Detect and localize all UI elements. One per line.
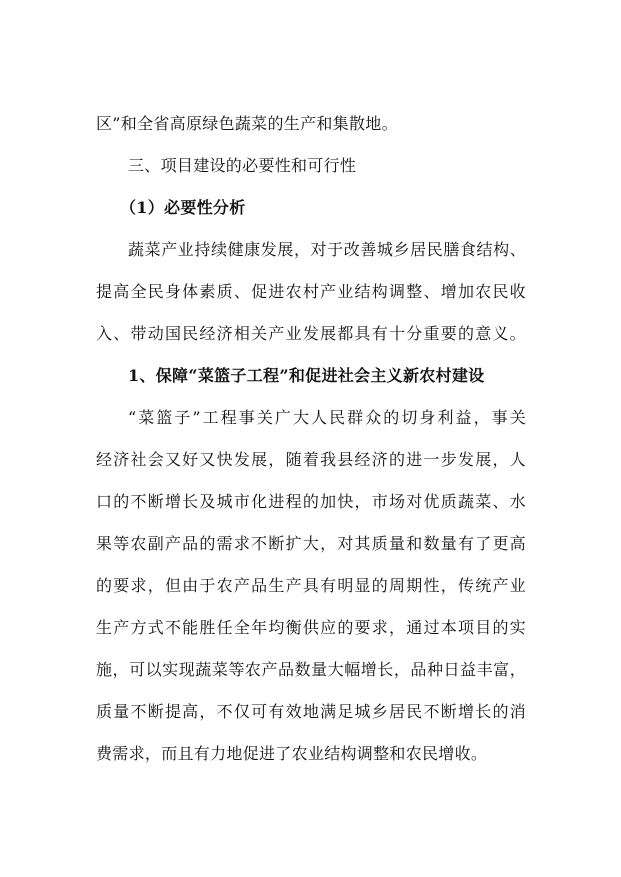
subsection-heading: （1）必要性分析 <box>120 198 246 217</box>
paragraph-line: 施，可以实现蔬菜等农产品数量大幅增长，品种日益丰富， <box>96 660 526 679</box>
paragraph-line: 经济社会又好又快发展，随着我县经济的进一步发展，人 <box>96 450 526 469</box>
paragraph-line: “菜篮子”工程事关广大人民群众的切身利益，事关 <box>128 408 526 427</box>
paragraph-line: 蔬菜产业持续健康发展，对于改善城乡居民膳食结构、 <box>128 240 526 259</box>
paragraph-line: 质量不断提高，不仅可有效地满足城乡居民不断增长的消 <box>96 702 526 721</box>
paragraph-line: 口的不断增长及城市化进程的加快，市场对优质蔬菜、水 <box>96 492 526 511</box>
paragraph-line: 的要求，但由于农产品生产具有明显的周期性，传统产业 <box>96 576 526 595</box>
paragraph-line: 生产方式不能胜任全年均衡供应的要求，通过本项目的实 <box>96 618 526 637</box>
section-heading: 三、项目建设的必要性和可行性 <box>128 156 357 175</box>
paragraph-continuation-line: 区”和全省高原绿色蔬菜的生产和集散地。 <box>96 114 398 133</box>
paragraph-last-line: 费需求，而且有力地促进了农业结构调整和农民增收。 <box>96 744 488 763</box>
paragraph-line: 入、带动国民经济相关产业发展都具有十分重要的意义。 <box>96 324 526 343</box>
paragraph-line: 果等农副产品的需求不断扩大，对其质量和数量有了更高 <box>96 534 526 553</box>
paragraph-line: 提高全民身体素质、促进农村产业结构调整、增加农民收 <box>96 282 526 301</box>
numbered-heading: 1、保障“菜篮子工程”和促进社会主义新农村建设 <box>128 366 485 385</box>
